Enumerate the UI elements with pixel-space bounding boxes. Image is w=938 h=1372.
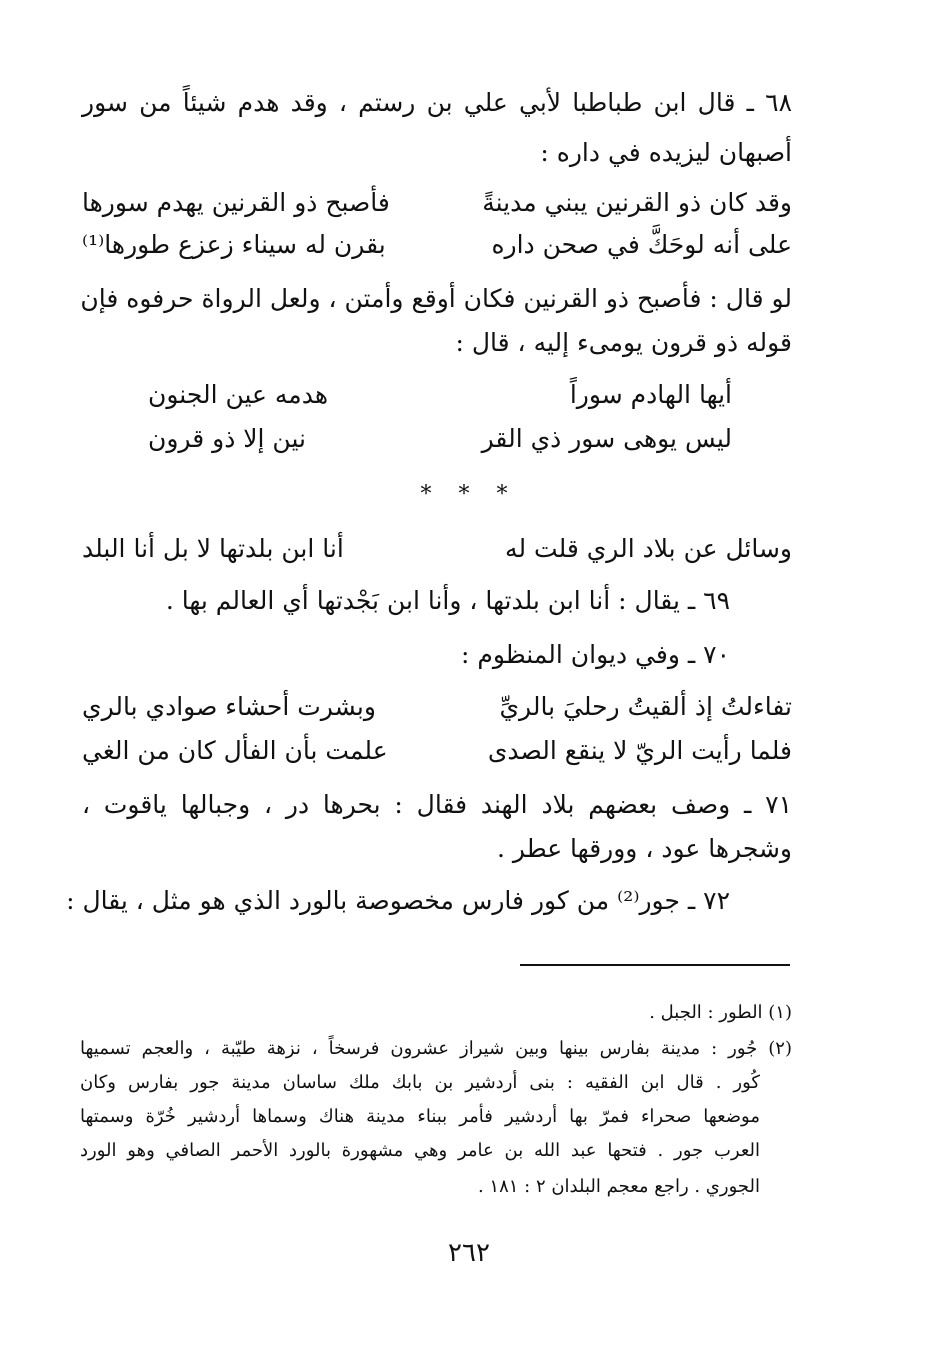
poem4-verse1-left: وبشرت أحشاء صوادي بالري	[82, 692, 376, 721]
poem2-verse1-right: أيها الهادم سوراً	[569, 380, 732, 409]
poem4-verse2-left: علمت بأن الفأل كان من الغي	[82, 736, 388, 765]
poem3-left: أنا ابن بلدتها لا بل أنا البلد	[82, 534, 344, 563]
footnote-2-line-2: كُور . قال ابن الفقيه : بنى أردشير بن بابك ملك ساسان مدينة جور بفارس وكان	[80, 1072, 760, 1093]
poem1-verse2-left: بقرن له سيناء زعزع طورها⁽¹⁾	[82, 230, 386, 259]
para-68-line-2: أصبهان ليزيده في داره :	[540, 138, 792, 167]
para-commentary-line-1: لو قال : فأصبح ذو القرنين فكان أوقع وأمتن ، ولعل الرواة حرفوه فإن	[80, 284, 792, 313]
poem1-verse2-right: على أنه لوحَكَّ في صحن داره	[491, 230, 792, 259]
poem2-verse2-right: ليس يوهى سور ذي القر	[481, 424, 732, 453]
para-71-line-2: وشجرها عود ، وورقها عطر .	[497, 834, 792, 863]
poem2-verse2-left: نين إلا ذو قرون	[148, 424, 306, 453]
para-71-line-1: ٧١ ـ وصف بعضهم بلاد الهند فقال : بحرها در ، وجبالها ياقوت ،	[82, 790, 792, 819]
section-separator: * * *	[420, 482, 518, 507]
para-69: ٦٩ ـ يقال : أنا ابن بلدتها ، وأنا ابن بَجْدتها أي العالم بها .	[165, 586, 730, 615]
para-68-line-1: ٦٨ ـ قال ابن طباطبا لأبي علي بن رستم ، وقد هدم شيئاً من سور	[82, 88, 792, 117]
footnote-2-line-5: الجوري . راجع معجم البلدان ٢ : ١٨١ .	[477, 1176, 760, 1197]
footnote-rule	[520, 964, 790, 966]
footnote-1: (١) الطور : الجبل .	[649, 1002, 792, 1023]
poem4-verse1-right: تفاءلتُ إذ ألقيتُ رحليَ بالريِّ	[499, 692, 792, 721]
poem1-verse1-left: فأصبح ذو القرنين يهدم سورها	[82, 188, 390, 217]
poem1-verse1-right: وقد كان ذو القرنين يبني مدينةً	[482, 188, 792, 217]
para-commentary-line-2: قوله ذو قرون يومىء إليه ، قال :	[455, 328, 792, 357]
footnote-2-line-3: موضعها صحراء فمرّ بها أردشير فأمر ببناء مدينة هناك وسماها أردشير خُرّة وسمتها	[80, 1106, 760, 1127]
footnote-2-line-1: (٢) جُور : مدينة بفارس بينها وبين شيراز عشرون فرسخاً ، نزهة طيّبة ، والعجم تسميها	[80, 1038, 792, 1059]
footnote-2-line-4: العرب جور . فتحها عبد الله بن عامر وهي مشهورة بالورد الأحمر الصافي وهو الورد	[80, 1140, 760, 1161]
poem3-right: وسائل عن بلاد الري قلت له	[505, 534, 792, 563]
page-number: ٢٦٢	[448, 1238, 490, 1268]
poem4-verse2-right: فلما رأيت الريّ لا ينقع الصدى	[487, 736, 792, 765]
para-72: ٧٢ ـ جور⁽²⁾ من كور فارس مخصوصة بالورد الذي هو مثل ، يقال :	[66, 886, 730, 915]
para-70: ٧٠ ـ وفي ديوان المنظوم :	[461, 640, 730, 669]
poem2-verse1-left: هدمه عين الجنون	[148, 380, 329, 409]
